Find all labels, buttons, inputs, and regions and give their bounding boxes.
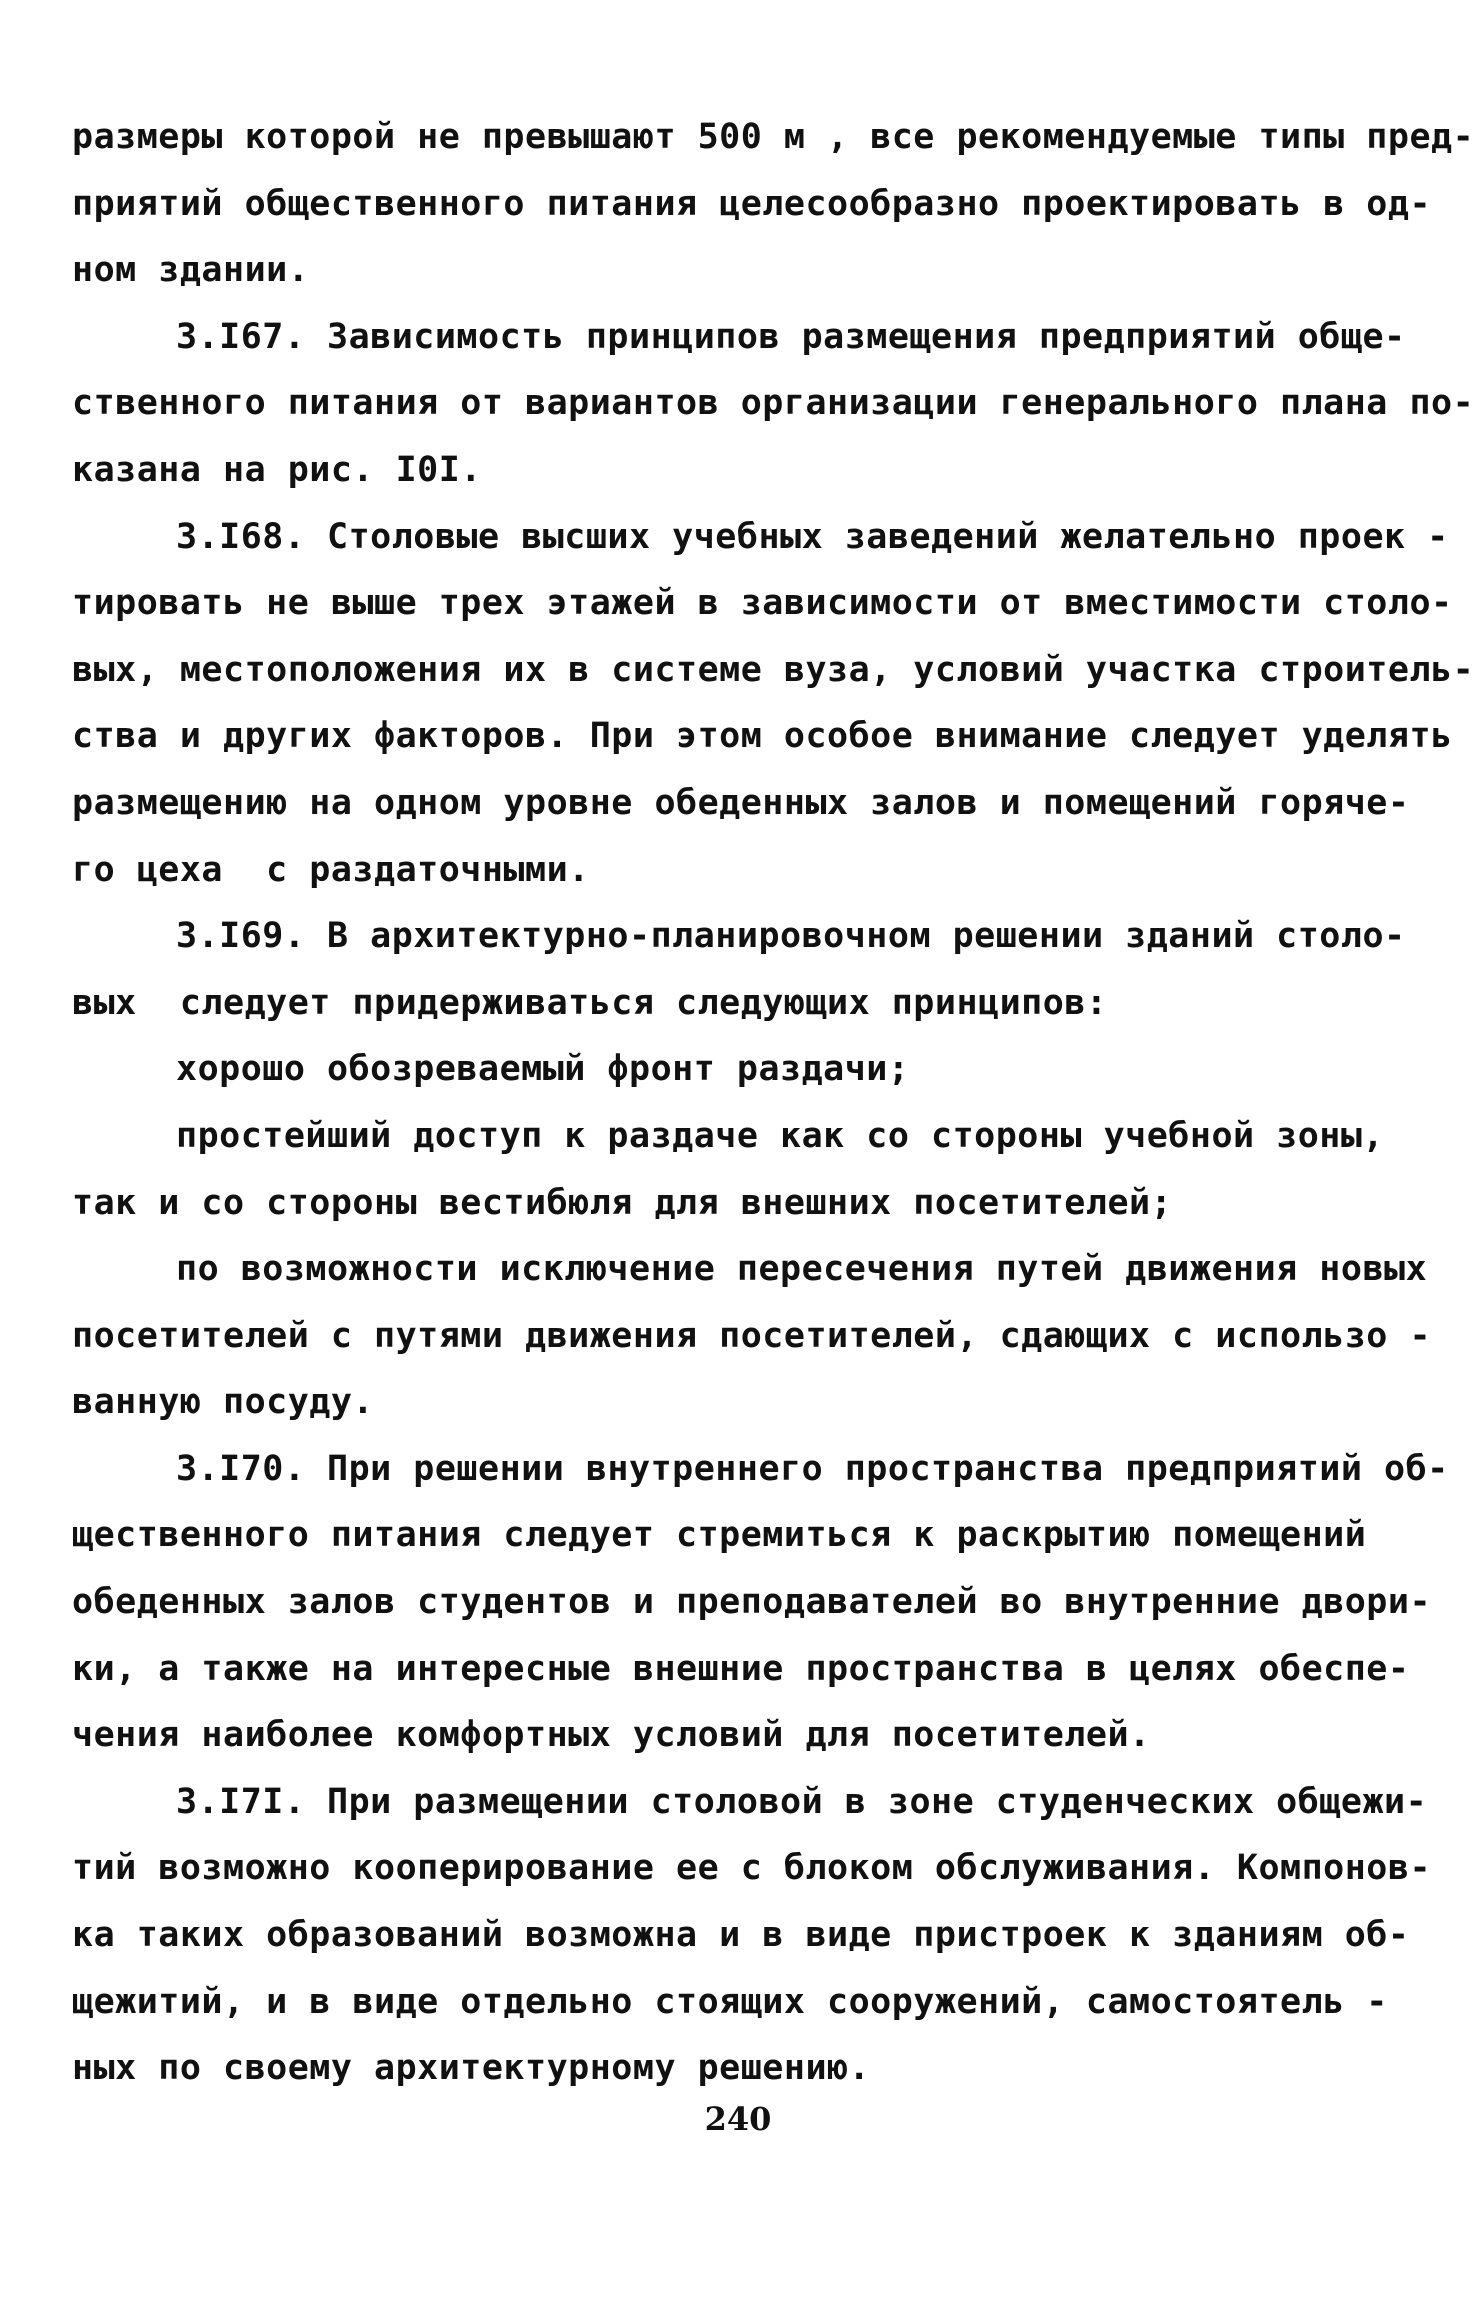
text-line: ка таких образований возможна и в виде пристроек к зданиям об- bbox=[72, 1915, 1410, 1956]
text-line: размещению на одном уровне обеденных залов и помещений горяче- bbox=[72, 782, 1410, 823]
text-line: так и со стороны вестибюля для внешних посетителей; bbox=[72, 1182, 1173, 1223]
paragraph-start-3-170: 3.I70. При решении внутреннего пространства предприятий об- bbox=[176, 1448, 1449, 1489]
text-line: ванную посуду. bbox=[72, 1382, 375, 1423]
body-text bbox=[72, 104, 1475, 2102]
text-line: ных по своему архитектурному решению. bbox=[72, 2048, 871, 2089]
paragraph-start-3-167: 3.I67. Зависимость принципов размещения предприятий обще- bbox=[176, 316, 1406, 357]
text-line: вых, местоположения их в системе вуза, условий участка строитель- bbox=[72, 649, 1475, 690]
text-line: щественного питания следует стремиться к раскрытию помещений bbox=[72, 1515, 1367, 1556]
paragraph-start-3-168: 3.I68. Столовые высших учебных заведений желательно проек - bbox=[176, 516, 1449, 557]
page-number: 240 bbox=[704, 2100, 772, 2138]
text-line: приятий общественного питания целесообразно проектировать в од- bbox=[72, 183, 1432, 224]
text-line: чения наиболее комфортных условий для посетителей. bbox=[72, 1715, 1151, 1756]
text-line: тировать не выше трех этажей в зависимости от вместимости столо- bbox=[72, 583, 1453, 624]
text-line: обеденных залов студентов и преподавателей во внутренние двори- bbox=[72, 1582, 1432, 1623]
text-line: ства и других факторов. При этом особое внимание следует уделять bbox=[72, 716, 1453, 757]
text-line: вых следует придерживаться следующих принципов: bbox=[72, 982, 1108, 1023]
text-line: ственного питания от вариантов организации генерального плана по- bbox=[72, 383, 1475, 424]
text-line: го цеха с раздаточными. bbox=[72, 849, 590, 890]
text-line: размеры которой не превышают 500 м , все рекомендуемые типы пред- bbox=[72, 117, 1475, 157]
text-line: щежитий, и в виде отдельно стоящих сооружений, самостоятель - bbox=[72, 1981, 1388, 2022]
text-line: казана на рис. I0I. bbox=[72, 449, 482, 490]
paragraph-start-3-169: 3.I69. В архитектурно-планировочном решении зданий столо- bbox=[176, 916, 1406, 957]
text-line: тий возможно кооперирование ее с блоком обслуживания. Компонов- bbox=[72, 1848, 1432, 1889]
text-line: посетителей с путями движения посетителей, сдающих с использо - bbox=[72, 1315, 1432, 1356]
text-line: ки, а также на интересные внешние пространства в целях обеспе- bbox=[72, 1648, 1410, 1689]
list-item: по возможности исключение пересечения путей движения новых bbox=[176, 1249, 1428, 1290]
list-item: хорошо обозреваемый фронт раздачи; bbox=[176, 1049, 910, 1090]
text-line: ном здании. bbox=[72, 250, 310, 291]
list-item: простейший доступ к раздаче как со стороны учебной зоны, bbox=[176, 1115, 1385, 1156]
paragraph-start-3-171: 3.I7I. При размещении столовой в зоне студенческих общежи- bbox=[176, 1781, 1428, 1822]
